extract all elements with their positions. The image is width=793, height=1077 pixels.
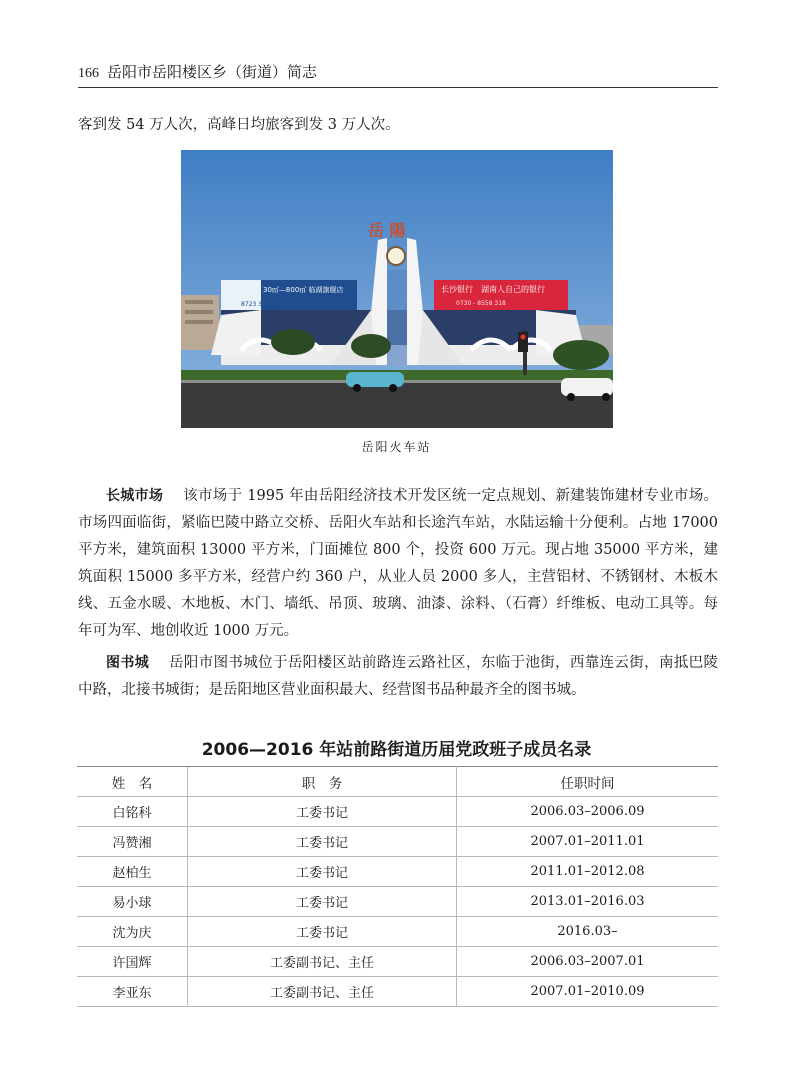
leadership-table (77, 766, 718, 1007)
cell-position: 工委书记 (188, 827, 457, 857)
cell-term: 2016.03– (457, 917, 719, 947)
billboard-right-phone: 0730 - 8558 318 (456, 300, 506, 307)
cell-term: 2013.01–2016.03 (457, 887, 719, 917)
cell-term: 2007.01–2010.09 (457, 977, 719, 1007)
table-row (77, 947, 718, 977)
billboard-left-phone: 8723 3333 (241, 301, 274, 308)
cell-position: 工委书记 (188, 917, 457, 947)
column-header-position: 职 务 (188, 767, 457, 797)
column-header-name: 姓 名 (77, 767, 188, 797)
cell-name: 赵柏生 (77, 857, 188, 887)
table-row (77, 857, 718, 887)
cell-position: 工委书记 (188, 887, 457, 917)
section-text: 岳阳市图书城位于岳阳楼区站前路连云路社区，东临于池街，西靠连云街，南抵巴陵中路，北接书城街；是岳阳地区营业面积最大、经营图书品种最齐全的图书城。 (78, 655, 719, 698)
cell-position: 工委副书记、主任 (188, 977, 457, 1007)
running-head (78, 60, 718, 88)
billboard-left-text: 30㎡—800㎡ 临湖旗舰店 (263, 286, 344, 294)
table-title: 2006—2016 年站前路街道历届党政班子成员名录 (201, 740, 592, 760)
section-text: 该市场于 1995 年由岳阳经济技术开发区统一定点规划、新建装饰建材专业市场。市场四面临街，紧临巴陵中路立交桥、岳阳火车站和长途汽车站，水陆运输十分便利。占地 17000 平方米，建筑面积 13000 平方米，门面摊位 800 个，投资 600 万元。现占地 35000 平方米，建筑面积 15000 多平方米，经营户约 360 户，从业人员 2000 多人，主营铝材、不锈钢材、木板木线、五金水暖、木地板、木门、墙纸、吊顶、玻璃、油漆、涂料、（石膏）纤维板、电动工具等。每年可为军、地创收近 1000 万元。 (78, 488, 718, 639)
section-book-city (78, 650, 718, 704)
cell-name: 沈为庆 (77, 917, 188, 947)
cell-position: 工委书记 (188, 797, 457, 827)
cell-name: 白铭科 (77, 797, 188, 827)
cell-position: 工委副书记、主任 (188, 947, 457, 977)
section-term: 图书城 (106, 655, 150, 671)
station-sign: 岳 陽 (368, 221, 406, 240)
cell-name: 易小球 (77, 887, 188, 917)
table-row (77, 887, 718, 917)
table-row (77, 917, 718, 947)
photo-caption: 岳阳火车站 (361, 440, 432, 454)
cell-term: 2011.01–2012.08 (457, 857, 719, 887)
cell-position: 工委书记 (188, 857, 457, 887)
cell-term: 2006.03–2006.09 (457, 797, 719, 827)
table-header-row (77, 767, 718, 797)
table-row (77, 977, 718, 1007)
book-title: 岳阳市岳阳楼区乡（街道）简志 (107, 63, 318, 81)
cell-term: 2007.01–2011.01 (457, 827, 719, 857)
cell-name: 冯赞湘 (77, 827, 188, 857)
billboard-right-text: 长沙银行 湖南人自己的银行 (441, 285, 545, 294)
column-header-term: 任职时间 (457, 767, 719, 797)
page-number: 166 (78, 66, 99, 81)
section-changcheng-market (78, 483, 718, 645)
station-photo (181, 150, 613, 428)
section-term: 长城市场 (106, 488, 164, 504)
intro-paragraph: 客到发 54 万人次，高峰日均旅客到发 3 万人次。 (78, 117, 400, 133)
cell-name: 许国辉 (77, 947, 188, 977)
table-row (77, 827, 718, 857)
cell-name: 李亚东 (77, 977, 188, 1007)
table-row (77, 797, 718, 827)
station-photo-illustration (181, 150, 613, 428)
cell-term: 2006.03–2007.01 (457, 947, 719, 977)
